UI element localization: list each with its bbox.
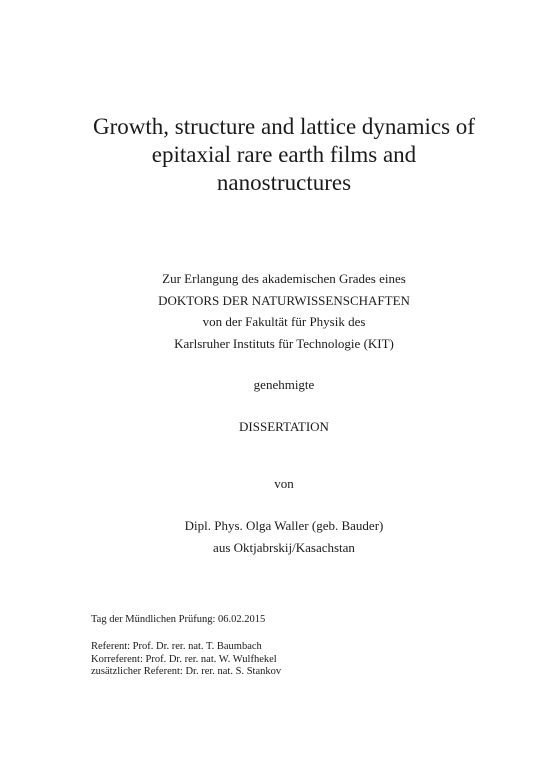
title-line-1: Growth, structure and lattice dynamics of xyxy=(93,114,475,139)
title-line-3: nanostructures xyxy=(216,170,352,195)
approved-label: genehmigte xyxy=(253,377,315,392)
author-origin: aus Oktjabrskij/Kasachstan xyxy=(213,539,355,555)
author-name: Dipl. Phys. Olga Waller (geb. Bauder) xyxy=(184,518,384,533)
exam-date: Tag der Mündlichen Prüfung: 06.02.2015 xyxy=(91,614,266,625)
purpose-line-4: Karlsruher Instituts für Technologie (KIT) xyxy=(174,335,394,351)
document-type: DISSERTATION xyxy=(239,419,329,434)
referees-block xyxy=(91,641,281,679)
by-label: von xyxy=(274,476,294,491)
purpose-line-1: Zur Erlangung des akademischen Grades eines xyxy=(162,271,406,286)
document-title xyxy=(40,113,528,197)
additional-referent: zusätzlicher Referent: Dr. rer. nat. S. Stankov xyxy=(91,666,282,677)
title-line-2: epitaxial rare earth films and xyxy=(151,142,417,167)
purpose-line-3: von der Fakultät für Physik des xyxy=(202,314,366,329)
referent: Referent: Prof. Dr. rer. nat. T. Baumbach xyxy=(91,641,262,652)
degree-purpose xyxy=(40,268,528,354)
author-block xyxy=(40,515,528,558)
purpose-line-2: DOKTORS DER NATURWISSENSCHAFTEN xyxy=(158,292,410,308)
korreferent: Korreferent: Prof. Dr. rer. nat. W. Wulfhekel xyxy=(91,653,277,665)
